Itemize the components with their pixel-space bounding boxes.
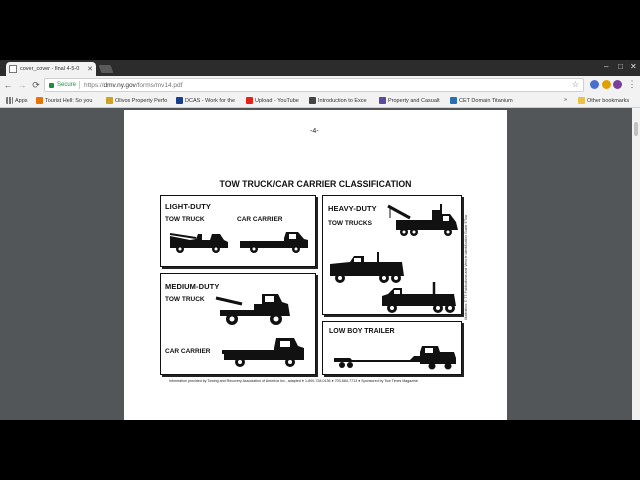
back-icon[interactable]: ← — [3, 80, 13, 90]
url-host: dmv.ny.gov — [103, 81, 136, 89]
pdf-page — [124, 110, 507, 420]
light-duty-car-carrier-label: CAR CARRIER — [237, 216, 283, 223]
low-boy-trailer-heading: LOW BOY TRAILER — [329, 328, 395, 335]
bookmark-label: Upload - YouTube — [255, 97, 299, 104]
maximize-icon[interactable]: □ — [618, 62, 623, 71]
low-boy-trailer-image — [330, 344, 460, 370]
page-scrollbar[interactable] — [632, 108, 640, 420]
extension-icon[interactable] — [602, 80, 611, 89]
other-bookmarks[interactable] — [578, 97, 629, 104]
close-window-icon[interactable]: ✕ — [630, 62, 637, 71]
url-path: /forms/mv14.pdf — [135, 81, 183, 89]
extension-b-icon[interactable] — [590, 80, 599, 89]
classification-title: TOW TRUCK/CAR CARRIER CLASSIFICATION — [219, 179, 412, 190]
scroll-thumb[interactable] — [634, 122, 638, 136]
medium-duty-heading: MEDIUM-DUTY — [165, 282, 220, 291]
toolbar — [0, 76, 640, 94]
light-duty-tow-truck-image — [168, 228, 230, 254]
medium-duty-tow-truck-label: TOW TRUCK — [165, 296, 205, 303]
other-bookmarks-label: Other bookmarks — [587, 97, 630, 104]
light-duty-car-carrier-image — [238, 228, 310, 254]
bookmark-favicon-icon — [36, 97, 43, 104]
address-bar[interactable] — [44, 78, 584, 92]
illustration-credit: Illustration: © TT Publications and Vehicle Identification Guide ©Tow — [464, 214, 468, 320]
forward-icon[interactable]: → — [17, 80, 27, 90]
bookmark-label: CET Domain Titanium — [459, 97, 513, 104]
light-duty-tow-truck-label: TOW TRUCK — [165, 216, 205, 223]
bookmark-item[interactable] — [450, 97, 513, 104]
reload-icon[interactable]: ⟳ — [32, 79, 40, 90]
bookmarks-bar — [0, 94, 640, 108]
bookmark-item[interactable] — [379, 97, 440, 104]
bookmark-favicon-icon — [450, 97, 457, 104]
url-text — [84, 82, 182, 89]
tab-title: cover_cover - final 4-5-0 — [20, 66, 80, 72]
bookmark-item[interactable] — [36, 97, 92, 104]
bookmark-favicon-icon — [176, 97, 183, 104]
bookmark-label: Introduction to Exce — [318, 97, 367, 104]
heavy-duty-tow-truck-image-3 — [380, 280, 458, 316]
minimize-icon[interactable]: – — [604, 62, 609, 71]
source-footer: Information provided by Towing and Recovery Association of America Inc., adapted ● 1-800-728-0136 ● 703-684-7713 ● Sponsored by Tow Times Magazine. — [169, 379, 419, 383]
extension-purple-icon[interactable] — [613, 80, 622, 89]
overflow-label: » — [564, 97, 568, 103]
medium-duty-car-carrier-label: CAR CARRIER — [165, 348, 211, 355]
bookmark-item[interactable] — [176, 97, 235, 104]
browser-window — [0, 60, 640, 420]
url-scheme: https:// — [84, 81, 104, 89]
bookmarks-overflow[interactable] — [564, 97, 567, 103]
page-number: -4- — [310, 128, 319, 135]
bookmark-label: Tourist Hell: So you — [45, 97, 93, 104]
medium-duty-tow-truck-image — [214, 290, 292, 328]
apps-label: Apps — [15, 97, 28, 104]
bookmark-label: DCAS - Work for the — [185, 97, 236, 104]
heavy-duty-heading: HEAVY-DUTY — [328, 204, 377, 213]
heavy-duty-tow-truck-image-1 — [386, 200, 460, 240]
bookmark-item[interactable] — [246, 97, 299, 104]
bookmark-star-icon[interactable]: ☆ — [571, 80, 579, 89]
apps-grid-icon — [6, 97, 13, 104]
bookmark-favicon-icon — [246, 97, 253, 104]
new-tab-button[interactable] — [99, 65, 114, 73]
close-tab-icon[interactable]: ✕ — [87, 66, 93, 73]
bookmark-favicon-icon — [379, 97, 386, 104]
apps-button[interactable] — [6, 97, 28, 104]
tab-active[interactable] — [6, 62, 96, 76]
address-separator — [79, 81, 80, 89]
lock-icon — [49, 83, 54, 88]
bookmark-item[interactable] — [309, 97, 367, 104]
folder-icon — [578, 97, 585, 104]
bookmark-label: Property and Casualt — [388, 97, 440, 104]
bookmark-item[interactable] — [106, 97, 167, 104]
pdf-file-icon — [9, 65, 17, 73]
menu-icon[interactable]: ⋮ — [627, 79, 637, 89]
bookmark-favicon-icon — [106, 97, 113, 104]
bookmark-favicon-icon — [309, 97, 316, 104]
bookmark-label: Olivos Property Perfo — [115, 97, 168, 104]
medium-duty-car-carrier-image — [220, 336, 306, 370]
tab-strip — [0, 60, 640, 76]
secure-label: Secure — [57, 82, 77, 88]
light-duty-heading: LIGHT-DUTY — [165, 202, 211, 211]
heavy-duty-tow-trucks-label: TOW TRUCKS — [328, 220, 372, 227]
